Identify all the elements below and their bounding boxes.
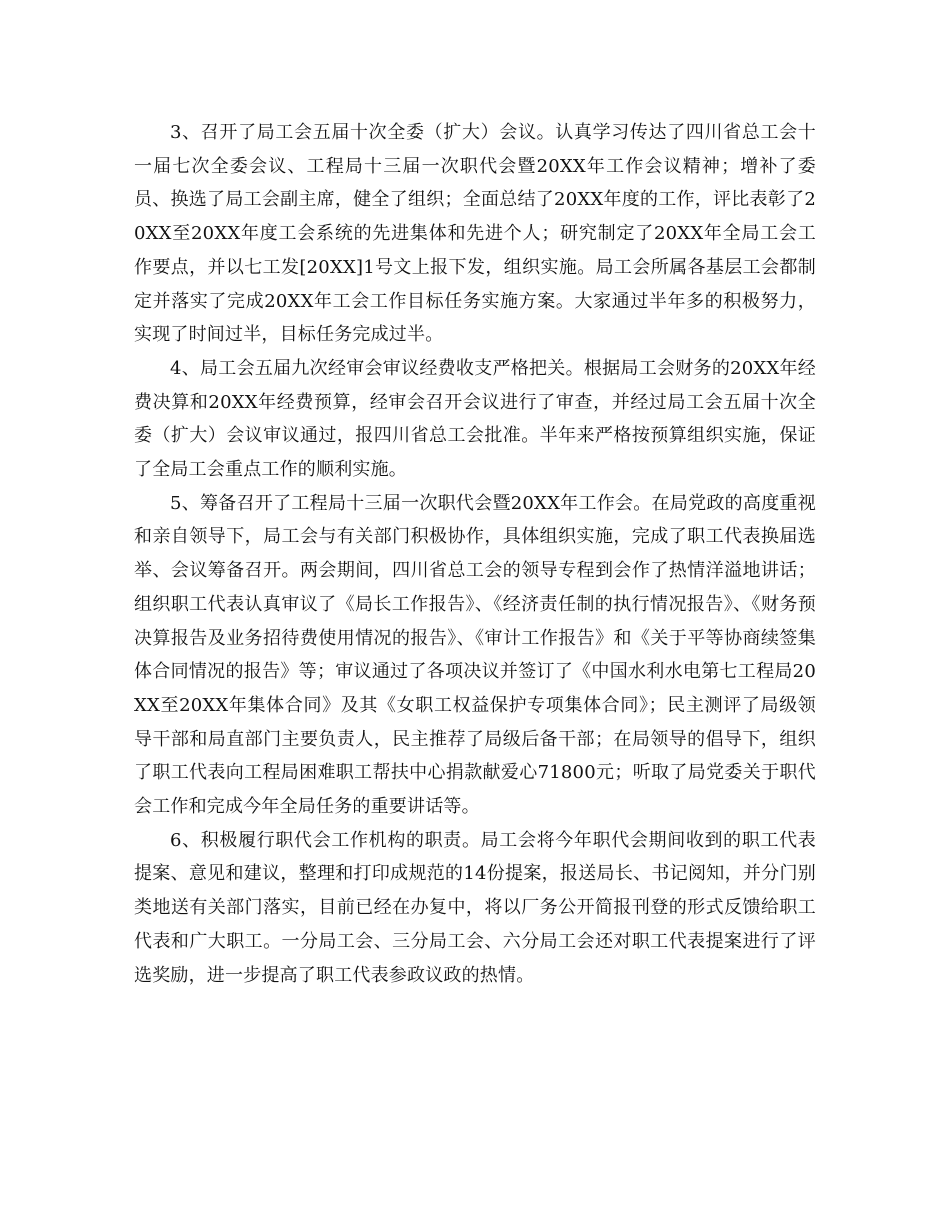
paragraph-item-6: 6、积极履行职代会工作机构的职责。局工会将今年职代会期间收到的职工代表提案、意见和建议，整理和打印成规范的14份提案，报送局长、书记阅知，并分门别类地送有关部门落实，目前已经在办复中，将以厂务公开简报刊登的形式反馈给职工代表和广大职工。一分局工会、三分局工会、六分局工会还对职工代表提案进行了评选奖励，进一步提高了职工代表参政议政的热情。 (134, 829, 816, 986)
paragraph-item-3: 3、召开了局工会五届十次全委（扩大）会议。认真学习传达了四川省总工会十一届七次全委会议、工程局十三届一次职代会暨20XX年工作会议精神；增补了委员、换选了局工会副主席，健全了组织；全面总结了20XX年度的工作，评比表彰了20XX至20XX年度工会系统的先进集体和先进个人；研究制定了20XX年全局工会工作要点，并以七工发[20XX]1号文上报下发，组织实施。局工会所属各基层工会都制定并落实了完成20XX年工会工作目标任务实施方案。大家通过半年多的积极努力，实现了时间过半，目标任务完成过半。 (134, 122, 816, 346)
paragraph-item-5: 5、筹备召开了工程局十三届一次职代会暨20XX年工作会。在局党政的高度重视和亲自领导下，局工会与有关部门积极协作，具体组织实施，完成了职工代表换届选举、会议筹备召开。两会期间，四川省总工会的领导专程到会作了热情洋溢地讲话；组织职工代表认真审议了《局长工作报告》、《经济责任制的执行情况报告》、《财务预决算报告及业务招待费使用情况的报告》、《审计工作报告》和《关于平等协商续签集体合同情况的报告》等；审议通过了各项决议并签订了《中国水利水电第七工程局20XX至20XX年集体合同》及其《女职工权益保护专项集体合同》；民主测评了局级领导干部和局直部门主要负责人，民主推荐了局级后备干部；在局领导的倡导下，组织了职工代表向工程局困难职工帮扶中心捐款献爱心71800元；听取了局党委关于职代会工作和完成今年全局任务的重要讲话等。 (134, 492, 816, 818)
paragraph-item-4: 4、局工会五届九次经审会审议经费收支严格把关。根据局工会财务的20XX年经费决算和20XX年经费预算，经审会召开会议进行了审查，并经过局工会五届十次全委（扩大）会议审议通过，报四川省总工会批准。半年来严格按预算组织实施，保证了全局工会重点工作的顺利实施。 (134, 357, 816, 481)
